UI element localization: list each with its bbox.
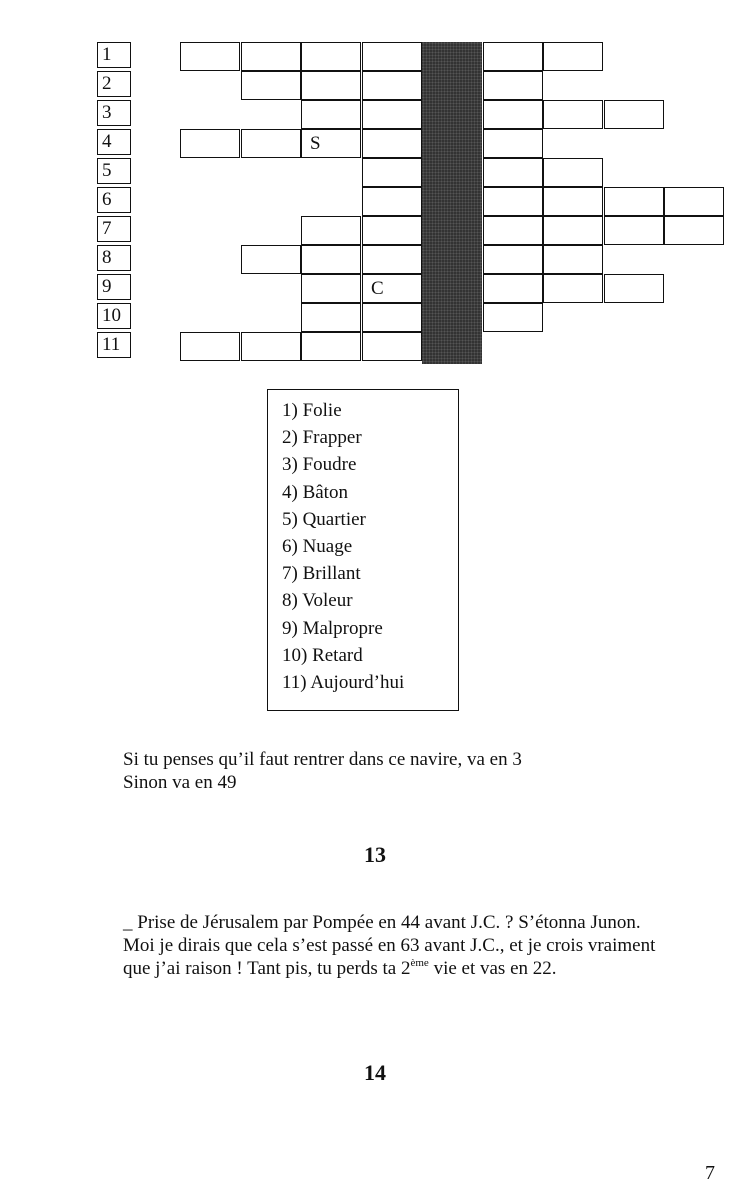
page-number: 7 — [705, 1162, 715, 1184]
grid-cell — [301, 274, 361, 303]
definition-8: 8) Voleur — [282, 590, 353, 612]
grid-cell — [241, 332, 301, 361]
grid-cell — [180, 42, 240, 71]
grid-cell — [483, 216, 543, 245]
grid-cell — [241, 129, 301, 158]
row-number-3: 3 — [97, 100, 131, 126]
grid-cell — [483, 187, 543, 216]
section-13-line-1: _ Prise de Jérusalem par Pompée en 44 avant J.C. ? S’étonna Junon. — [123, 912, 641, 933]
definition-7: 7) Brillant — [282, 563, 361, 585]
ordinal-superscript: ème — [410, 957, 429, 969]
shaded-answer-column — [422, 42, 482, 364]
grid-cell — [301, 100, 361, 129]
row-number-8: 8 — [97, 245, 131, 271]
choice-line-1: Si tu penses qu’il faut rentrer dans ce navire, va en 3 — [123, 749, 522, 770]
row-number-11: 11 — [97, 332, 131, 358]
grid-cell — [301, 303, 361, 332]
grid-cell — [483, 274, 543, 303]
choice-line-2: Sinon va en 49 — [123, 772, 237, 793]
row-number-7: 7 — [97, 216, 131, 242]
grid-cell — [301, 71, 361, 100]
grid-cell — [543, 274, 603, 303]
grid-cell — [180, 129, 240, 158]
grid-cell — [362, 332, 422, 361]
grid-cell — [241, 71, 301, 100]
definition-10: 10) Retard — [282, 644, 363, 666]
given-letter: S — [310, 133, 321, 154]
grid-cell — [604, 274, 664, 303]
grid-cell — [362, 71, 422, 100]
grid-cell — [180, 332, 240, 361]
grid-cell — [483, 129, 543, 158]
grid-cell — [362, 245, 422, 274]
grid-cell — [604, 216, 664, 245]
definition-9: 9) Malpropre — [282, 617, 383, 639]
grid-cell — [301, 332, 361, 361]
grid-cell — [543, 158, 603, 187]
row-number-1: 1 — [97, 42, 131, 68]
grid-cell — [543, 42, 603, 71]
grid-cell — [543, 245, 603, 274]
row-number-6: 6 — [97, 187, 131, 213]
crossword-grid — [0, 0, 750, 380]
grid-cell — [483, 245, 543, 274]
grid-cell — [543, 100, 603, 129]
grid-cell — [483, 42, 543, 71]
grid-cell — [241, 245, 301, 274]
row-number-2: 2 — [97, 71, 131, 97]
grid-cell — [301, 245, 361, 274]
definition-3: 3) Foudre — [282, 454, 357, 476]
grid-cell — [543, 187, 603, 216]
grid-cell — [664, 187, 724, 216]
grid-cell — [604, 187, 664, 216]
definitions-box — [267, 389, 459, 711]
definition-1: 1) Folie — [282, 400, 342, 421]
definition-2: 2) Frapper — [282, 427, 362, 449]
grid-cell — [362, 216, 422, 245]
grid-cell — [362, 100, 422, 129]
grid-cell — [483, 71, 543, 100]
definition-4: 4) Bâton — [282, 481, 348, 503]
section-13-line-3-end: vie et vas en 22. — [428, 958, 557, 979]
given-letter: C — [371, 278, 384, 299]
row-number-10: 10 — [97, 303, 131, 329]
grid-cell — [362, 158, 422, 187]
grid-cell — [362, 42, 422, 71]
section-13-line-3 — [123, 957, 557, 980]
row-number-9: 9 — [97, 274, 131, 300]
grid-cell — [604, 100, 664, 129]
grid-cell — [362, 303, 422, 332]
definition-5: 5) Quartier — [282, 508, 366, 530]
grid-cell — [301, 42, 361, 71]
grid-cell — [483, 303, 543, 332]
row-number-4: 4 — [97, 129, 131, 155]
grid-cell — [362, 187, 422, 216]
section-13-number: 13 — [364, 842, 386, 867]
section-13-line-3-start: que j’ai raison ! Tant pis, tu perds ta 2 — [123, 958, 411, 979]
grid-cell — [543, 216, 603, 245]
definition-6: 6) Nuage — [282, 535, 353, 557]
definition-11: 11) Aujourd’hui — [282, 671, 405, 693]
grid-cell — [241, 42, 301, 71]
grid-cell — [362, 129, 422, 158]
section-13-line-2: Moi je dirais que cela s’est passé en 63 avant J.C., et je crois vraiment — [123, 935, 656, 956]
grid-cell — [483, 158, 543, 187]
grid-cell — [483, 100, 543, 129]
grid-cell — [301, 216, 361, 245]
grid-cell — [664, 216, 724, 245]
row-number-5: 5 — [97, 158, 131, 184]
section-14-number: 14 — [364, 1060, 386, 1085]
